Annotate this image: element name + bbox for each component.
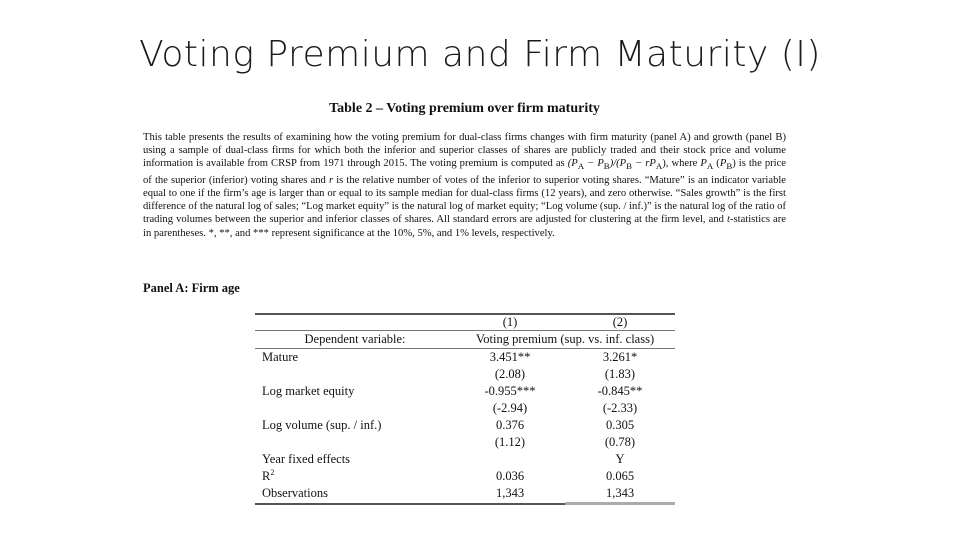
table-caption: [143, 131, 786, 240]
column-header: (2): [565, 314, 675, 331]
dependent-variable-row: [255, 331, 675, 349]
formula-term: )/(P: [609, 158, 627, 170]
formula-subscript: A: [655, 161, 663, 172]
caption-text: is the relative number of votes of the inferior to superior voting shares. “Mature” is an indicator variable equal to one if the firm’s age is larger than or equal to its sample median for dual-class firms (12 years), and zero otherwise. “Sales growth” is the first difference of the natural log of sales; “Log market equity” is the natural log of market equity; “Log volume (sup. / inf.)” is the natural log of the ratio of trading volumes between the superior and inferior classes of shares. All standard errors are adjusted for clustering at the firm level, and: [143, 174, 787, 226]
coefficient: 0.376: [495, 418, 525, 432]
t-statistic: (1.83): [604, 367, 636, 381]
indicator-value: Y: [615, 452, 625, 466]
coefficient: -0.845**: [597, 384, 643, 398]
indicator-value: [455, 451, 565, 468]
caption-text: ) is the price of the superior (inferior) voting shares and: [143, 158, 787, 186]
coefficient: 3.451**: [489, 350, 531, 364]
table-row: [255, 485, 675, 504]
r-squared-superscript: 2: [270, 467, 275, 477]
table-title: Table 2 – Voting premium over firm maturity: [329, 101, 600, 116]
t-statistic: (0.78): [604, 435, 636, 449]
formula-subscript: A: [577, 161, 585, 172]
t-statistic: (1.12): [494, 435, 526, 449]
table-row: [255, 366, 675, 383]
formula-term: P: [700, 158, 707, 170]
table-row: [255, 417, 675, 434]
results-table: [255, 313, 675, 505]
row-label: Observations: [255, 485, 455, 504]
coefficient: 0.305: [605, 418, 635, 432]
statistic-value: 0.065: [605, 469, 635, 483]
table-row: [255, 400, 675, 417]
table-row: [255, 434, 675, 451]
caption-text: ), where: [662, 158, 701, 170]
formula-subscript: B: [726, 161, 733, 172]
caption-text: (: [713, 158, 720, 170]
dependent-variable-value: Voting premium (sup. vs. inf. class): [455, 331, 675, 349]
coefficient: -0.955***: [484, 384, 536, 398]
row-label: Mature: [262, 350, 299, 364]
r-squared-label: R: [262, 469, 271, 483]
row-label: Log market equity: [262, 384, 355, 398]
row-label: Log volume (sup. / inf.): [262, 418, 382, 432]
table-row: [255, 383, 675, 400]
row-label: [255, 468, 455, 485]
t-statistic: (-2.94): [492, 401, 528, 415]
formula-term: P: [719, 158, 727, 170]
panel-title: Panel A: Firm age: [143, 281, 240, 295]
statistic-value: 1,343: [455, 485, 565, 504]
statistic-value: 1,343: [565, 485, 675, 504]
formula-term: − rP: [632, 158, 656, 170]
formula-term: − P: [584, 158, 604, 170]
table-row: [255, 468, 675, 485]
formula-term: r: [328, 174, 334, 186]
coefficient: 3.261*: [602, 350, 638, 364]
formula-term: (P: [567, 158, 578, 170]
formula-subscript: B: [626, 161, 633, 172]
formula-subscript: A: [706, 161, 714, 172]
slide-title: Voting Premium and Firm Maturity (I): [139, 34, 821, 75]
column-number-row: [255, 314, 675, 331]
statistic-value: 0.036: [495, 469, 525, 483]
table-row: [255, 451, 675, 468]
t-statistic: (-2.33): [602, 401, 638, 415]
t-statistic: (2.08): [494, 367, 526, 381]
dependent-variable-label: Dependent variable:: [255, 331, 455, 349]
row-label: Year fixed effects: [262, 452, 351, 466]
column-header: (1): [455, 314, 565, 331]
table-row: [255, 349, 675, 367]
formula-term: t: [727, 214, 730, 226]
caption-text: This table presents the results of examining how the voting premium for dual-class firms changes with firm maturity (panel A) and growth (panel B) using a sample of dual-class firms for which both the inferior and superior classes of shares are publicly traded and their stock price and volume information is available from CRSP from 1971 through 2015. The voting premium is computed as: [143, 132, 786, 170]
formula-subscript: B: [603, 161, 610, 172]
caption-text: -statistics are in parentheses. *, **, and *** represent significance at the 10%, 5%, and 1% levels, respectively.: [143, 214, 786, 239]
